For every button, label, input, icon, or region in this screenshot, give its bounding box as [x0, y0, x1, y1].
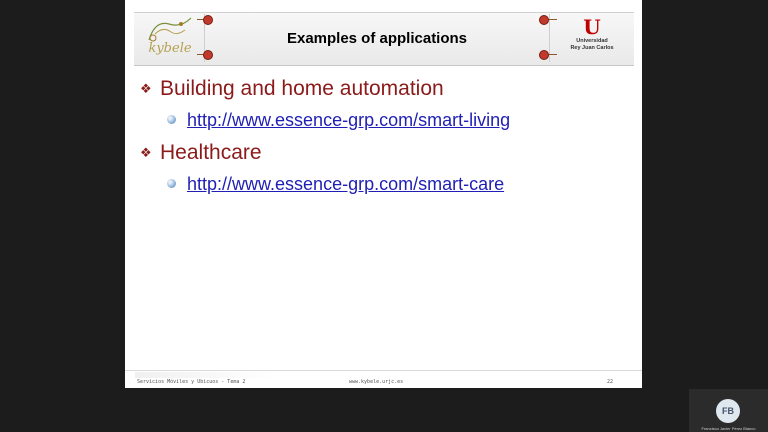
bullet-building-automation [140, 76, 630, 102]
urjc-logo-mark: U [583, 15, 601, 39]
urjc-logo-line2: Rey Juan Carlos [570, 45, 614, 51]
sub-bullet-smart-living [166, 108, 630, 132]
urjc-logo-line1: Universidad [576, 38, 608, 44]
footer-course: Servicios Móviles y Ubicuos - Tema 2 [137, 379, 246, 385]
urjc-logo [553, 12, 631, 64]
kybele-logo [137, 12, 203, 64]
orb-bullet-icon [166, 178, 180, 190]
bullet-heading: Building and home automation [160, 77, 444, 100]
smart-living-link[interactable]: http://www.essence-grp.com/smart-living [187, 109, 511, 130]
smart-care-link[interactable]: http://www.essence-grp.com/smart-care [187, 173, 505, 194]
diamond-bullet-icon: ❖ [140, 81, 152, 96]
slide-footer [125, 370, 642, 388]
diamond-bullet-icon: ❖ [140, 145, 152, 160]
participant-tile[interactable] [689, 389, 768, 432]
slide-title-box [207, 12, 547, 64]
kybele-logo-text: kybele [148, 41, 192, 56]
presentation-slide [125, 0, 642, 388]
bullet-heading: Healthcare [160, 141, 262, 164]
slide-title: Examples of applications [286, 29, 468, 47]
footer-page-number: 22 [607, 379, 614, 385]
footer-website: www.kybele.urjc.es [349, 379, 404, 385]
slide-content [140, 76, 630, 204]
participant-name: Francisco Javier Pérez Blanco [701, 426, 756, 431]
participant-avatar: FB [716, 399, 740, 423]
kybele-logo-icon [141, 14, 199, 44]
sub-bullet-smart-care [166, 172, 630, 196]
footer-decoration [135, 372, 275, 378]
orb-bullet-icon [166, 114, 180, 126]
bullet-healthcare [140, 140, 630, 166]
